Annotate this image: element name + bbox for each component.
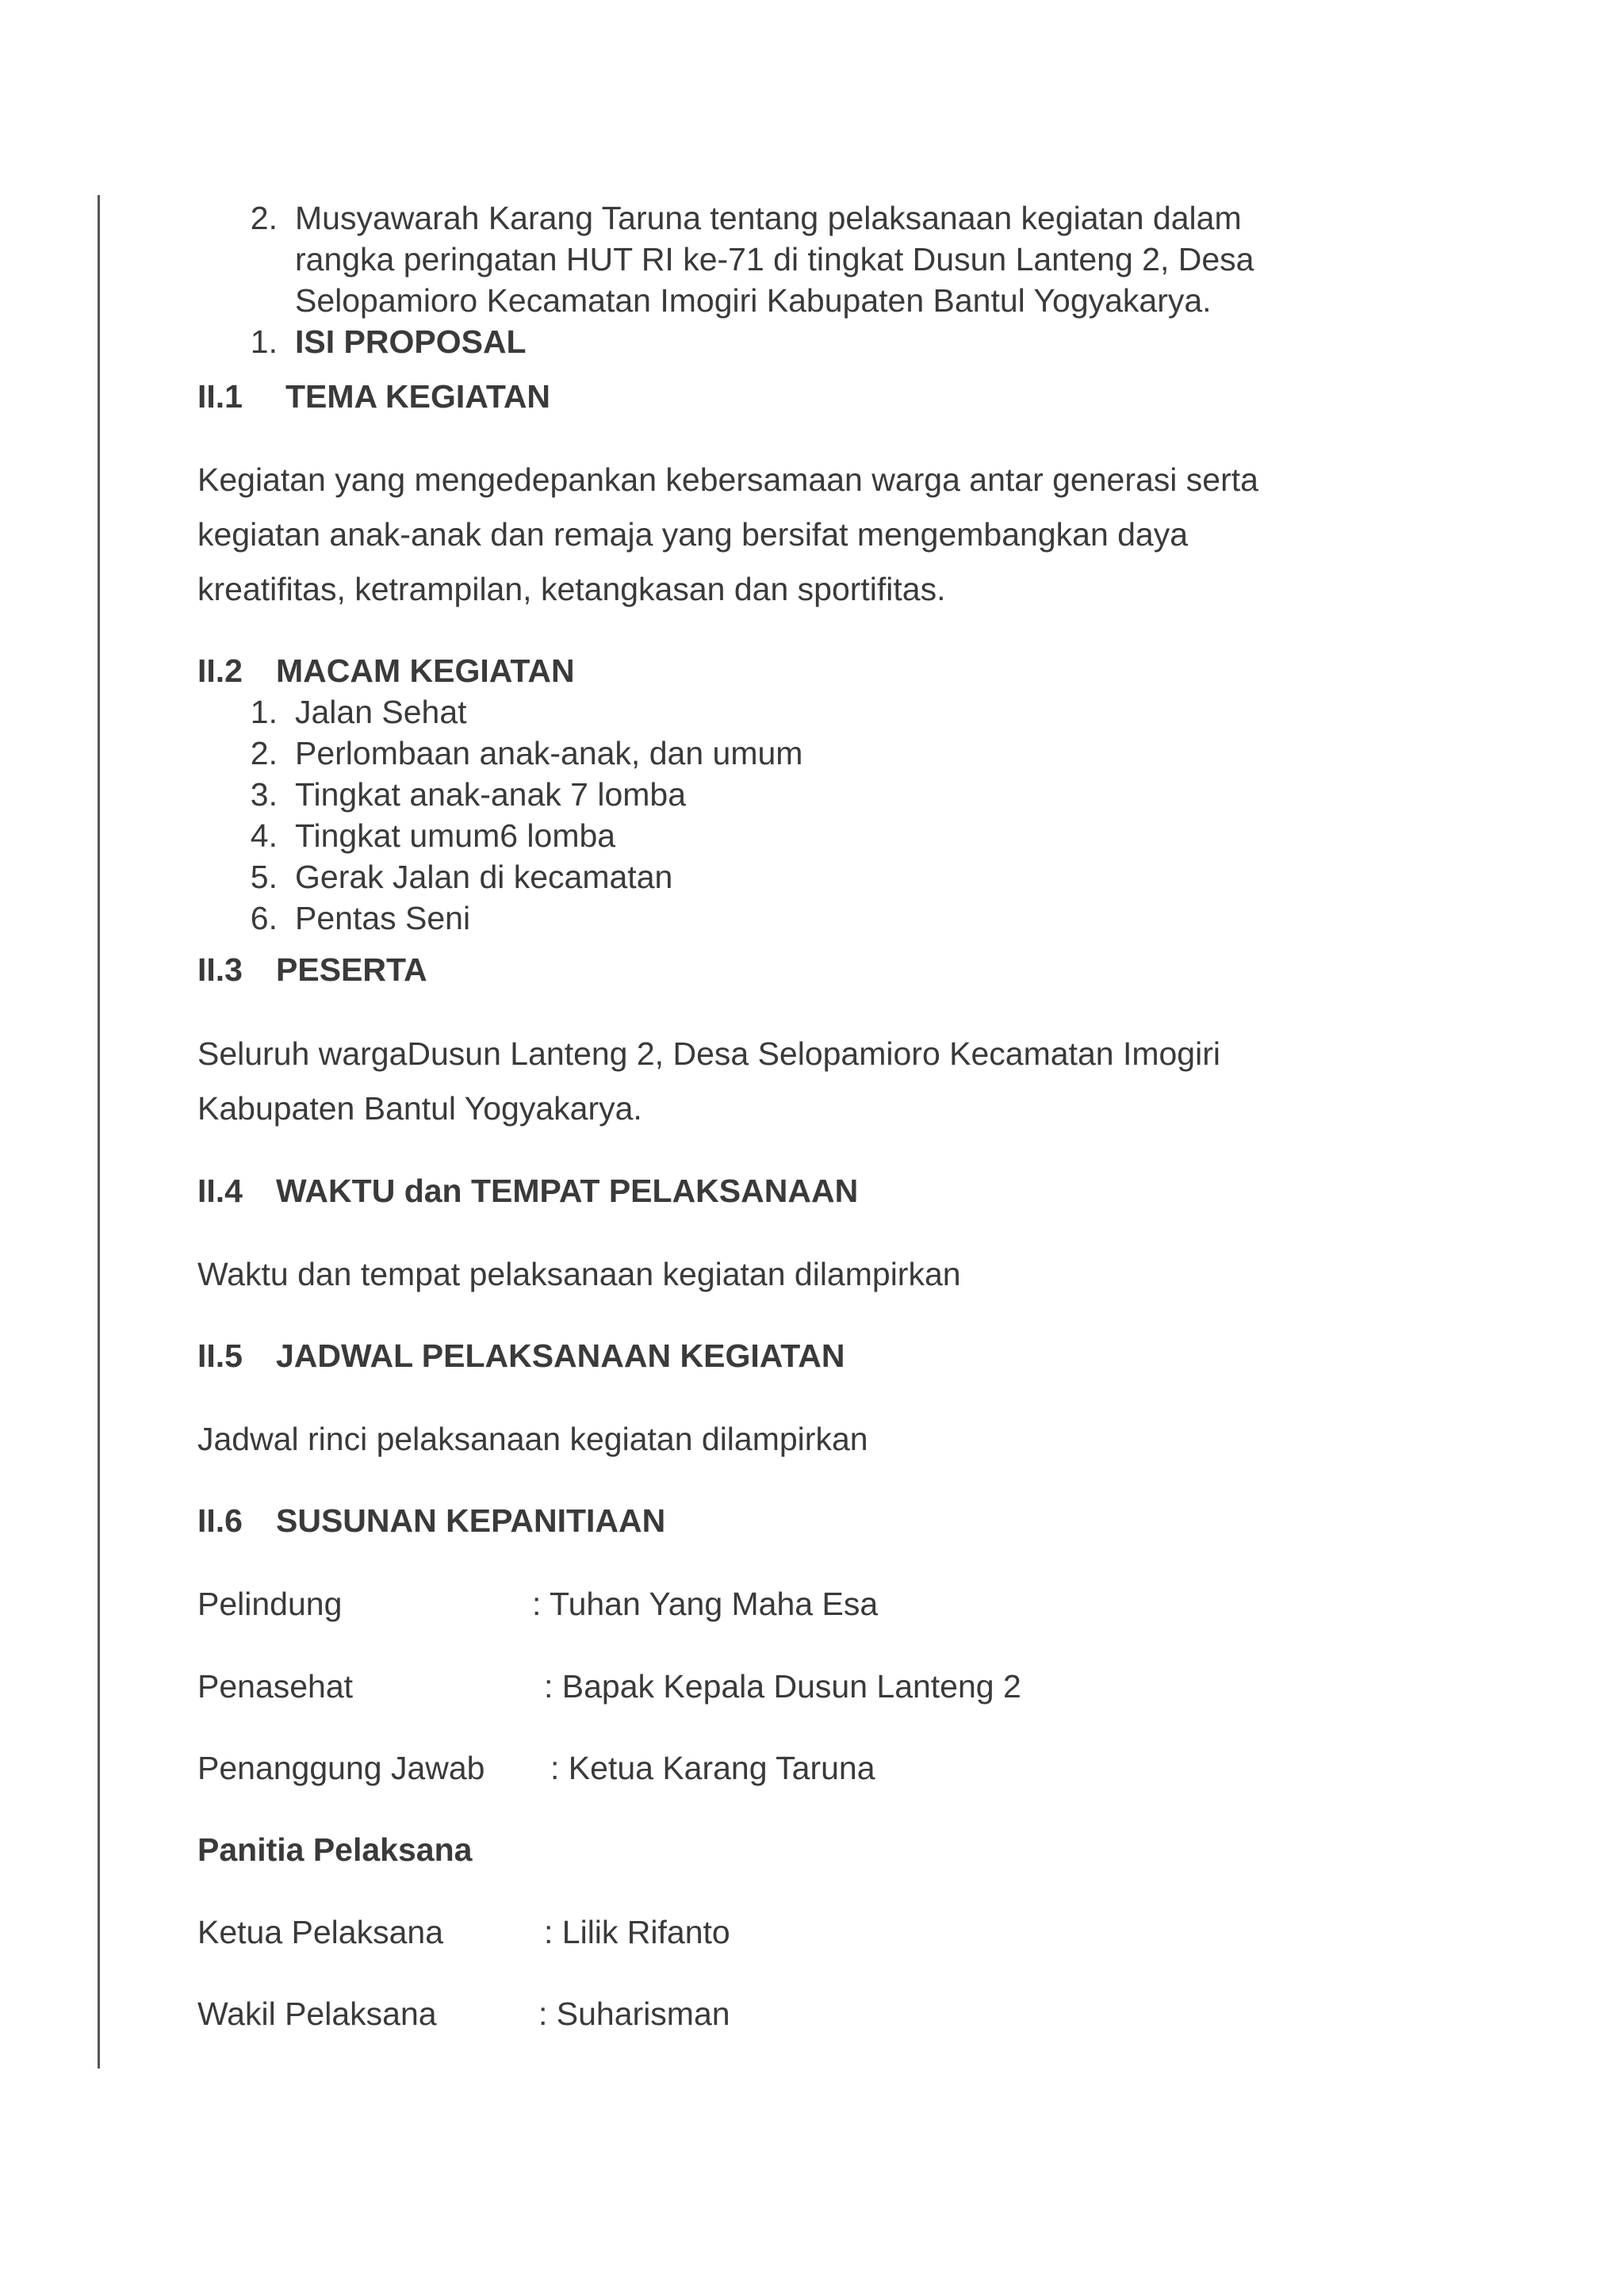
list-number: 2. bbox=[250, 200, 278, 236]
committee-label: Wakil Pelaksana bbox=[197, 1996, 437, 2032]
list-item: Perlombaan anak-anak, dan umum bbox=[295, 735, 803, 771]
paragraph-line: kegiatan anak-anak dan remaja yang bersifat mengembangkan daya bbox=[197, 516, 1189, 553]
list-number: 2. bbox=[250, 735, 278, 771]
paragraph-line: kreatifitas, ketrampilan, ketangkasan dan sportifitas. bbox=[197, 571, 946, 607]
paragraph-line: Kegiatan yang mengedepankan kebersamaan warga antar generasi serta bbox=[197, 461, 1258, 498]
list-item: Pentas Seni bbox=[295, 900, 471, 936]
list-item-text: Musyawarah Karang Taruna tentang pelaksanaan kegiatan dalam bbox=[295, 200, 1242, 236]
committee-value: : Suharisman bbox=[538, 1996, 730, 2032]
paragraph-line: Jadwal rinci pelaksanaan kegiatan dilampirkan bbox=[197, 1421, 868, 1457]
list-number: 6. bbox=[250, 900, 278, 936]
list-number: 4. bbox=[250, 817, 278, 854]
section-number: II.5 bbox=[197, 1337, 243, 1374]
section-title: TEMA KEGIATAN bbox=[285, 378, 551, 415]
committee-value: : Tuhan Yang Maha Esa bbox=[532, 1586, 879, 1622]
chapter-heading: ISI PROPOSAL bbox=[295, 323, 527, 360]
section-title: SUSUNAN KEPANITIAAN bbox=[276, 1502, 666, 1539]
list-item-text: Selopamioro Kecamatan Imogiri Kabupaten Bantul Yogyakarya. bbox=[295, 282, 1212, 319]
list-item-text: rangka peringatan HUT RI ke-71 di tingkat Dusun Lanteng 2, Desa bbox=[295, 241, 1254, 277]
paragraph-line: Seluruh wargaDusun Lanteng 2, Desa Selopamioro Kecamatan Imogiri bbox=[197, 1035, 1220, 1072]
section-title: WAKTU dan TEMPAT PELAKSANAAN bbox=[276, 1173, 859, 1209]
committee-label: Ketua Pelaksana bbox=[197, 1914, 444, 1950]
committee-label: Penasehat bbox=[197, 1668, 354, 1705]
committee-label: Pelindung bbox=[197, 1586, 343, 1622]
section-number: II.6 bbox=[197, 1502, 243, 1539]
list-number: 3. bbox=[250, 776, 278, 813]
list-item: Jalan Sehat bbox=[295, 694, 467, 730]
list-number: 5. bbox=[250, 859, 278, 895]
section-number: II.1 bbox=[197, 378, 243, 415]
committee-label: Penanggung Jawab bbox=[197, 1750, 485, 1786]
section-title: MACAM KEGIATAN bbox=[276, 652, 575, 689]
list-item: Tingkat anak-anak 7 lomba bbox=[295, 776, 687, 813]
committee-value: : Bapak Kepala Dusun Lanteng 2 bbox=[544, 1668, 1021, 1705]
section-number: II.4 bbox=[197, 1173, 243, 1209]
section-number: II.2 bbox=[197, 652, 243, 689]
list-item: Gerak Jalan di kecamatan bbox=[295, 859, 673, 895]
section-title: PESERTA bbox=[276, 951, 427, 988]
section-title: JADWAL PELAKSANAAN KEGIATAN bbox=[276, 1337, 845, 1374]
committee-value: : Lilik Rifanto bbox=[544, 1914, 730, 1950]
list-number: 1. bbox=[250, 694, 278, 730]
paragraph-line: Waktu dan tempat pelaksanaan kegiatan dilampirkan bbox=[197, 1256, 961, 1292]
committee-value: : Ketua Karang Taruna bbox=[550, 1750, 875, 1786]
subheading: Panitia Pelaksana bbox=[197, 1831, 473, 1868]
list-item: Tingkat umum6 lomba bbox=[295, 817, 616, 854]
section-number: II.3 bbox=[197, 951, 243, 988]
margin-rule bbox=[98, 195, 100, 2068]
list-number: 1. bbox=[250, 323, 278, 360]
paragraph-line: Kabupaten Bantul Yogyakarya. bbox=[197, 1090, 642, 1127]
